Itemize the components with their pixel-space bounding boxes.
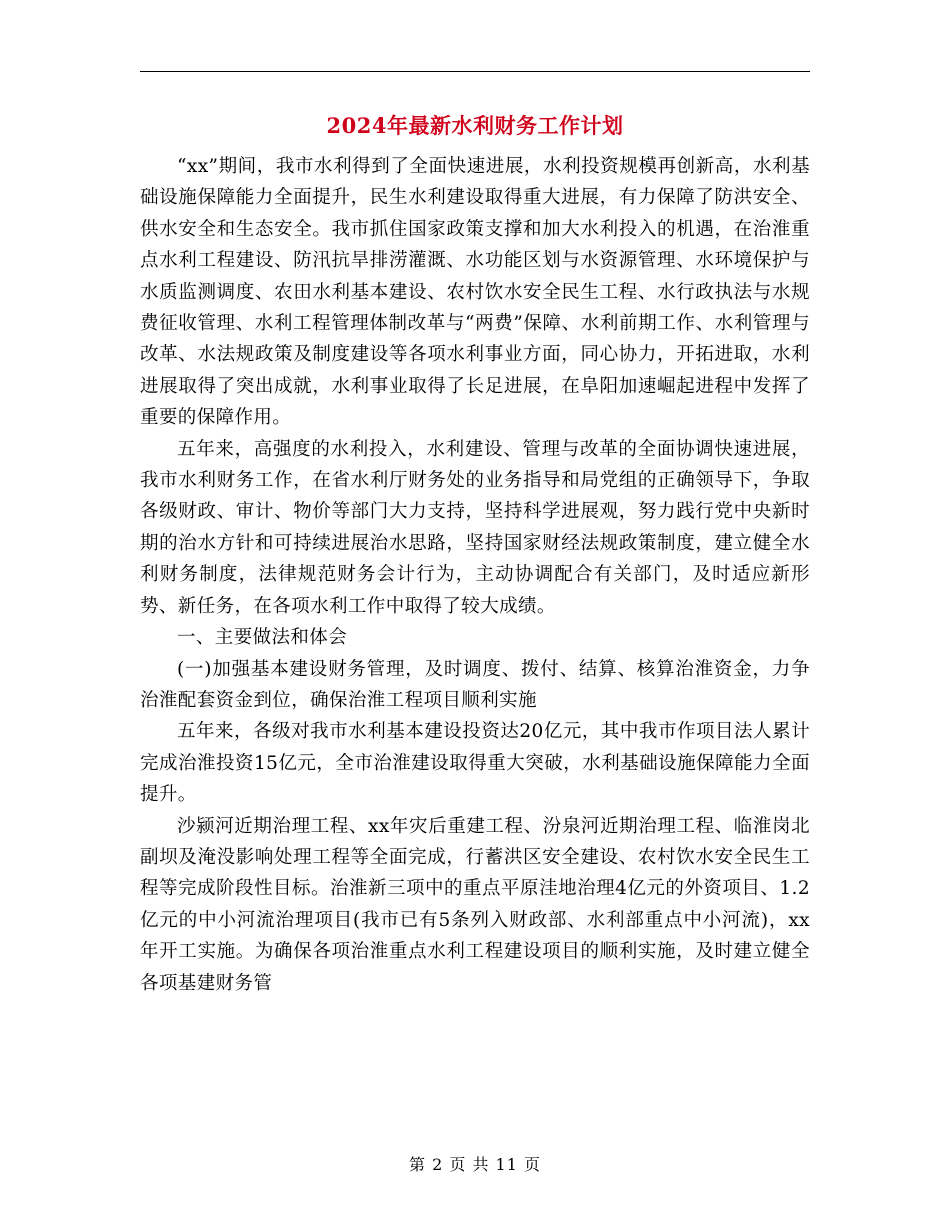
paragraph-five-years: 五年来，高强度的水利投入，水利建设、管理与改革的全面协调快速进展，我市水利财务工作，在省水利厅财务处的业务指导和局党组的正确领导下，争取各级财政、审计、物价等部门大力支持，坚持科学进展观，努力践行党中央新时期的治水方针和可持续进展治水思路，坚持国家财经法规政策制度，建立健全水利财务制度，法律规范财务会计行为，主动协调配合有关部门，及时适应新形势、新任务，在各项水利工作中取得了较大成绩。 <box>140 438 810 617</box>
page-footer: 第 2 页 共 11 页 <box>409 1155 541 1174</box>
paragraph-investment: 五年来，各级对我市水利基本建设投资达20亿元，其中我市作项目法人累计完成治淮投资15亿元，全市治淮建设取得重大突破，水利基础设施保障能力全面提升。 <box>140 721 810 806</box>
section-heading-main-practices: 一、主要做法和体会 <box>177 627 348 649</box>
header-rule <box>140 71 810 72</box>
document-body <box>140 151 810 999</box>
paragraph-projects: 沙颍河近期治理工程、xx年灾后重建工程、汾泉河近期治理工程、临淮岗北副坝及淹没影响处理工程等全面完成，行蓄洪区安全建设、农村饮水安全民生工程等完成阶段性目标。治淮新三项中的重点平原洼地治理4亿元的外资项目、1.2亿元的中小河流治理项目(我市已有5条列入财政部、水利部重点中小河流)，xx年开工实施。为确保各项治淮重点水利工程建设项目的顺利实施，及时建立健全各项基建财务管 <box>140 815 810 994</box>
paragraph-intro: “xx”期间，我市水利得到了全面快速进展，水利投资规模再创新高，水利基础设施保障能力全面提升，民生水利建设取得重大进展，有力保障了防洪安全、供水安全和生态安全。我市抓住国家政策支撑和加大水利投入的机遇，在治淮重点水利工程建设、防汛抗旱排涝灌溉、水功能区划与水资源管理、水环境保护与水质监测调度、农田水利基本建设、农村饮水安全民生工程、水行政执法与水规费征收管理、水利工程管理体制改革与“两费”保障、水利前期工作、水利管理与改革、水法规政策及制度建设等各项水利事业方面，同心协力，开拓进取，水利进展取得了突出成就，水利事业取得了长足进展，在阜阳加速崛起进程中发挥了重要的保障作用。 <box>140 156 810 429</box>
document-title: 2024年最新水利财务工作计划 <box>326 113 624 138</box>
subsection-heading-1: (一)加强基本建设财务管理，及时调度、拨付、结算、核算治淮资金，力争治淮配套资金到位，确保治淮工程项目顺利实施 <box>140 658 810 711</box>
